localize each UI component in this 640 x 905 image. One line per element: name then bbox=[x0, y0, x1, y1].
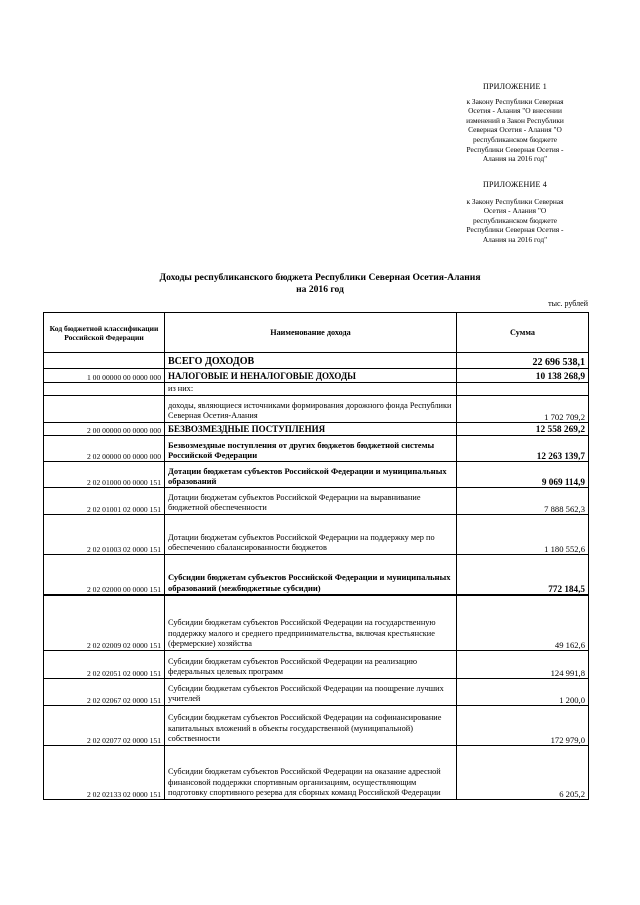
row-sum: 12 263 139,7 bbox=[457, 436, 589, 462]
appendix-4-line: Республики Северная Осетия - bbox=[466, 225, 564, 235]
table-row bbox=[44, 462, 589, 488]
row-code: 2 00 00000 00 0000 000 bbox=[44, 423, 165, 436]
appendix-4-line: Осетия - Алания "О bbox=[483, 206, 547, 216]
row-code: 2 02 02051 02 0000 151 bbox=[44, 651, 165, 679]
row-name: Безвозмездные поступления от других бюджетов бюджетной системы Российской Федерации bbox=[165, 436, 457, 462]
row-sum: 10 138 268,9 bbox=[457, 369, 589, 383]
row-code: 1 00 00000 00 0000 000 bbox=[44, 369, 165, 383]
table-row bbox=[44, 555, 589, 595]
row-code bbox=[44, 353, 165, 369]
row-name: Дотации бюджетам субъектов Российской Федерации на выравнивание бюджетной обеспеченности bbox=[165, 488, 457, 515]
table-row bbox=[44, 746, 589, 800]
revenue-table bbox=[43, 312, 589, 800]
appendix-1-block bbox=[440, 82, 590, 164]
row-sum: 1 702 709,2 bbox=[457, 396, 589, 423]
row-code: 2 02 01000 00 0000 151 bbox=[44, 462, 165, 488]
row-sum: 22 696 538,1 bbox=[457, 353, 589, 369]
row-code: 2 02 02067 02 0000 151 bbox=[44, 679, 165, 706]
table-row bbox=[44, 651, 589, 679]
row-sum: 49 162,6 bbox=[457, 595, 589, 651]
appendix-1-line: Алания на 2016 год" bbox=[482, 154, 548, 164]
row-sum: 772 184,5 bbox=[457, 555, 589, 595]
row-code bbox=[44, 383, 165, 396]
table-row bbox=[44, 369, 589, 383]
table-row bbox=[44, 706, 589, 746]
appendix-1-header: ПРИЛОЖЕНИЕ 1 bbox=[483, 82, 547, 91]
table-row bbox=[44, 423, 589, 436]
appendix-1-line: Осетия - Алания "О внесении bbox=[468, 106, 562, 116]
row-name: Субсидии бюджетам субъектов Российской Федерации на государственную поддержку малого и среднего предпринимательства, включая крестьянские (фермерские) хозяйства bbox=[165, 595, 457, 651]
row-sum: 124 991,8 bbox=[457, 651, 589, 679]
row-sum: 9 069 114,9 bbox=[457, 462, 589, 488]
column-header-code: Код бюджетной классификации Российской Федерации bbox=[44, 313, 165, 353]
table-row bbox=[44, 383, 589, 396]
row-code: 2 02 02009 02 0000 151 bbox=[44, 595, 165, 651]
row-name: Субсидии бюджетам субъектов Российской Федерации на софинансирование капитальных вложений в объекты государственной (муниципальной) собственности bbox=[165, 706, 457, 746]
row-name: БЕЗВОЗМЕЗДНЫЕ ПОСТУПЛЕНИЯ bbox=[165, 423, 457, 436]
row-sum: 7 888 562,3 bbox=[457, 488, 589, 515]
document-title bbox=[40, 272, 600, 296]
column-header-sum: Сумма bbox=[457, 313, 589, 353]
table-row bbox=[44, 396, 589, 423]
row-code: 2 02 01003 02 0000 151 bbox=[44, 515, 165, 555]
table-row bbox=[44, 488, 589, 515]
row-sum: 1 200,0 bbox=[457, 679, 589, 706]
appendix-1-line: к Закону Республики Северная bbox=[466, 96, 564, 106]
row-code: 2 02 02133 02 0000 151 bbox=[44, 746, 165, 800]
document-title-line: на 2016 год bbox=[296, 284, 344, 295]
row-name: доходы, являющиеся источниками формирования дорожного фонда Республики Северная Осетия-Алания bbox=[165, 396, 457, 423]
column-header-name: Наименование дохода bbox=[165, 313, 457, 353]
row-code: 2 02 01001 02 0000 151 bbox=[44, 488, 165, 515]
row-name: Субсидии бюджетам субъектов Российской Федерации и муниципальных образований (межбюджетные субсидии) bbox=[165, 555, 457, 595]
row-sum bbox=[457, 383, 589, 396]
appendix-4-block bbox=[440, 180, 590, 245]
row-sum: 6 205,2 bbox=[457, 746, 589, 800]
appendix-4-line: республиканском бюджете bbox=[473, 215, 557, 225]
appendix-4-line: Алания на 2016 год" bbox=[482, 234, 548, 244]
row-code: 2 02 02000 00 0000 151 bbox=[44, 555, 165, 595]
appendix-1-line: изменений в Закон Республики bbox=[466, 115, 564, 125]
row-name: ВСЕГО ДОХОДОВ bbox=[165, 353, 457, 369]
row-code bbox=[44, 396, 165, 423]
row-name: Субсидии бюджетам субъектов Российской Федерации на реализацию федеральных целевых программ bbox=[165, 651, 457, 679]
row-name: Дотации бюджетам субъектов Российской Федерации и муниципальных образований bbox=[165, 462, 457, 488]
row-sum: 1 180 552,6 bbox=[457, 515, 589, 555]
table-row bbox=[44, 353, 589, 369]
appendix-1-line: Северная Осетия - Алания "О bbox=[468, 125, 562, 135]
appendix-1-line: республиканском бюджете bbox=[473, 134, 557, 144]
units-label: тыс. рублей bbox=[548, 299, 588, 308]
row-code: 2 02 02077 02 0000 151 bbox=[44, 706, 165, 746]
table-header-row bbox=[44, 313, 589, 353]
row-name: из них: bbox=[165, 383, 457, 396]
document-title-line: Доходы республиканского бюджета Республики Северная Осетия-Алания bbox=[159, 272, 481, 283]
table-row bbox=[44, 595, 589, 651]
appendix-4-header: ПРИЛОЖЕНИЕ 4 bbox=[483, 180, 547, 189]
row-name: Дотации бюджетам субъектов Российской Федерации на поддержку мер по обеспечению сбалансированности бюджетов bbox=[165, 515, 457, 555]
row-name: Субсидии бюджетам субъектов Российской Федерации на поощрение лучших учителей bbox=[165, 679, 457, 706]
row-name: НАЛОГОВЫЕ И НЕНАЛОГОВЫЕ ДОХОДЫ bbox=[165, 369, 457, 383]
appendix-1-line: Республики Северная Осетия - bbox=[466, 144, 564, 154]
table-row bbox=[44, 679, 589, 706]
row-code: 2 02 00000 00 0000 000 bbox=[44, 436, 165, 462]
row-sum: 12 558 269,2 bbox=[457, 423, 589, 436]
row-sum: 172 979,0 bbox=[457, 706, 589, 746]
row-name: Субсидии бюджетам субъектов Российской Федерации на оказание адресной финансовой поддержки спортивным организациям, осуществляющим подготовку спортивного резерва для сборных команд Российской Федерации bbox=[165, 746, 457, 800]
table-row bbox=[44, 515, 589, 555]
table-row bbox=[44, 436, 589, 462]
appendix-4-line: к Закону Республики Северная bbox=[466, 196, 564, 206]
